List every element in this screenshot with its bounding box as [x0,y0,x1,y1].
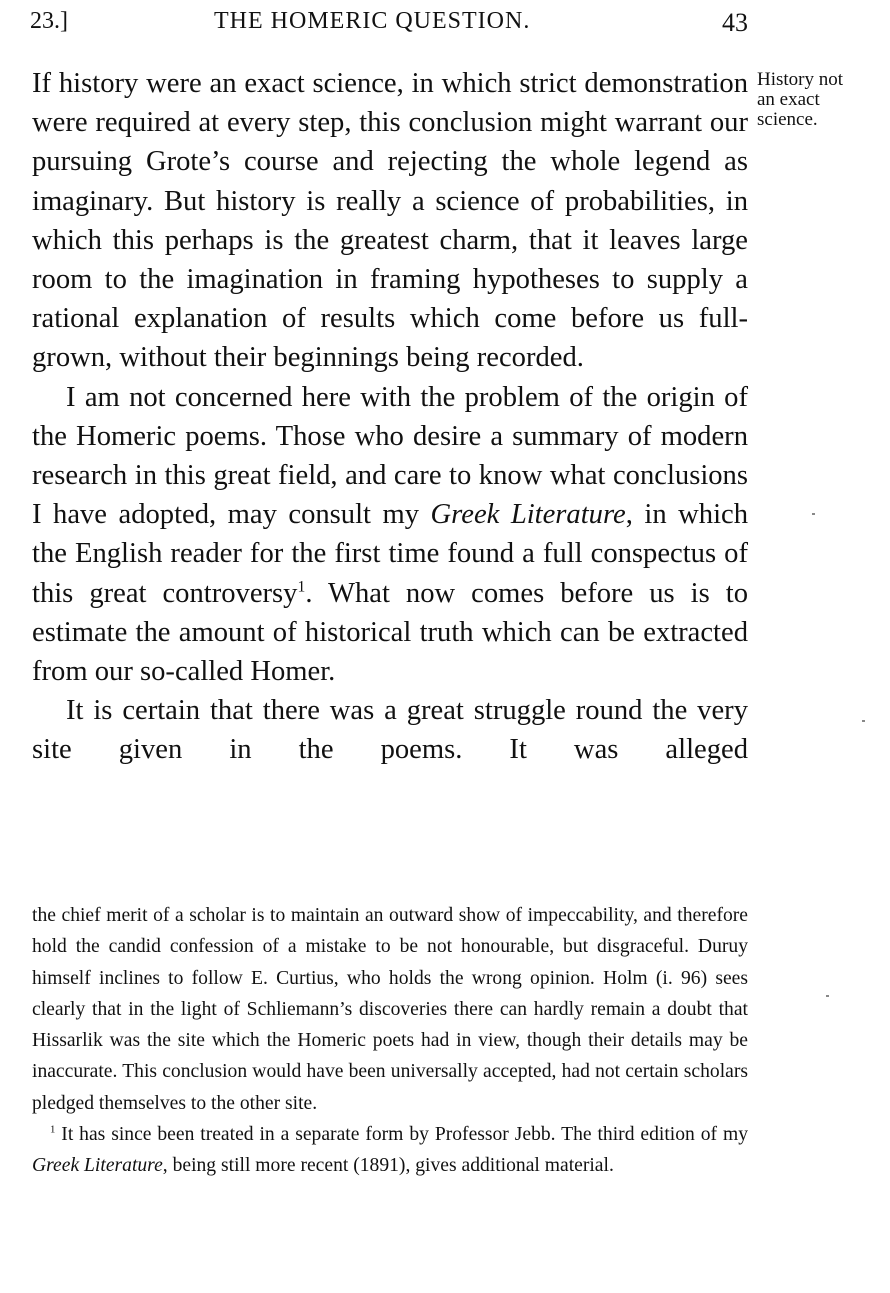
footnote-marker: 1 [50,1123,56,1136]
footnote-1 [32,1119,748,1182]
margin-note [757,70,877,130]
margin-note-line: History not [757,69,844,90]
section-number: 23.] [30,8,68,34]
book-title-italic: Greek Literature [32,1155,163,1177]
scan-speck [826,995,829,997]
page-number: 43 [722,8,748,37]
footnote-reference: 1 [297,578,306,596]
paragraph-history: If history were an exact science, in which strict demonstration were required at every step, this conclusion might warrant our pursuing Grote’s course and rejecting the whole legend as imaginary. But history is really a science of probabilities, in which this perhaps is the greatest charm, that it leaves large room to the imagination in framing hypotheses to supply a rational explanation of results which come before us full-grown, without their beginnings being recorded. [32,68,748,374]
text-run: , in which the English reader for the first time found a full conspectus of this great controversy [32,499,749,609]
margin-note-line: science. [757,109,818,130]
text-run: It has since been treated in a separate form by Professor Jebb. The third edition of my [55,1124,748,1146]
text-run: . What now comes before us is to estimate the amount of historical truth which can be extracted from our so-called Homer. [32,577,748,688]
book-title-italic: Greek Literature [430,499,626,531]
main-text [32,64,748,770]
running-header [30,8,750,42]
paragraph-struggle: It is certain that there was a great struggle round the very site given in the poems. It was alleged [32,695,748,766]
paragraph-homeric-origin [32,378,748,692]
running-title: THE HOMERIC QUESTION. [214,8,531,34]
margin-note-line: an exact [757,89,820,110]
scan-speck [862,720,865,722]
text-run: , being still more recent (1891), gives additional material. [162,1155,614,1177]
footnotes [32,900,748,1182]
footnote-continued: the chief merit of a scholar is to maintain an outward show of impeccability, and therefore hold the candid confession of a mistake to be not honourable, but disgraceful. Duruy himself inclines to follow E. Curtius, who holds the wrong opinion. Holm (i. 96) sees clearly that in the light of Schliemann’s discoveries there can hardly remain a doubt that Hissarlik was the site which the Homeric poets had in view, though their details may be inaccurate. This conclusion would have been universally accepted, had not certain scholars pledged themselves to the other site. [32,905,748,1114]
scan-speck [812,513,815,515]
text-run: I am not concerned here with the problem of the origin of the Homeric poems. Those who desire a summary of modern research in this great field, and care to know what conclusions I have adopted, may consult my [32,381,748,531]
